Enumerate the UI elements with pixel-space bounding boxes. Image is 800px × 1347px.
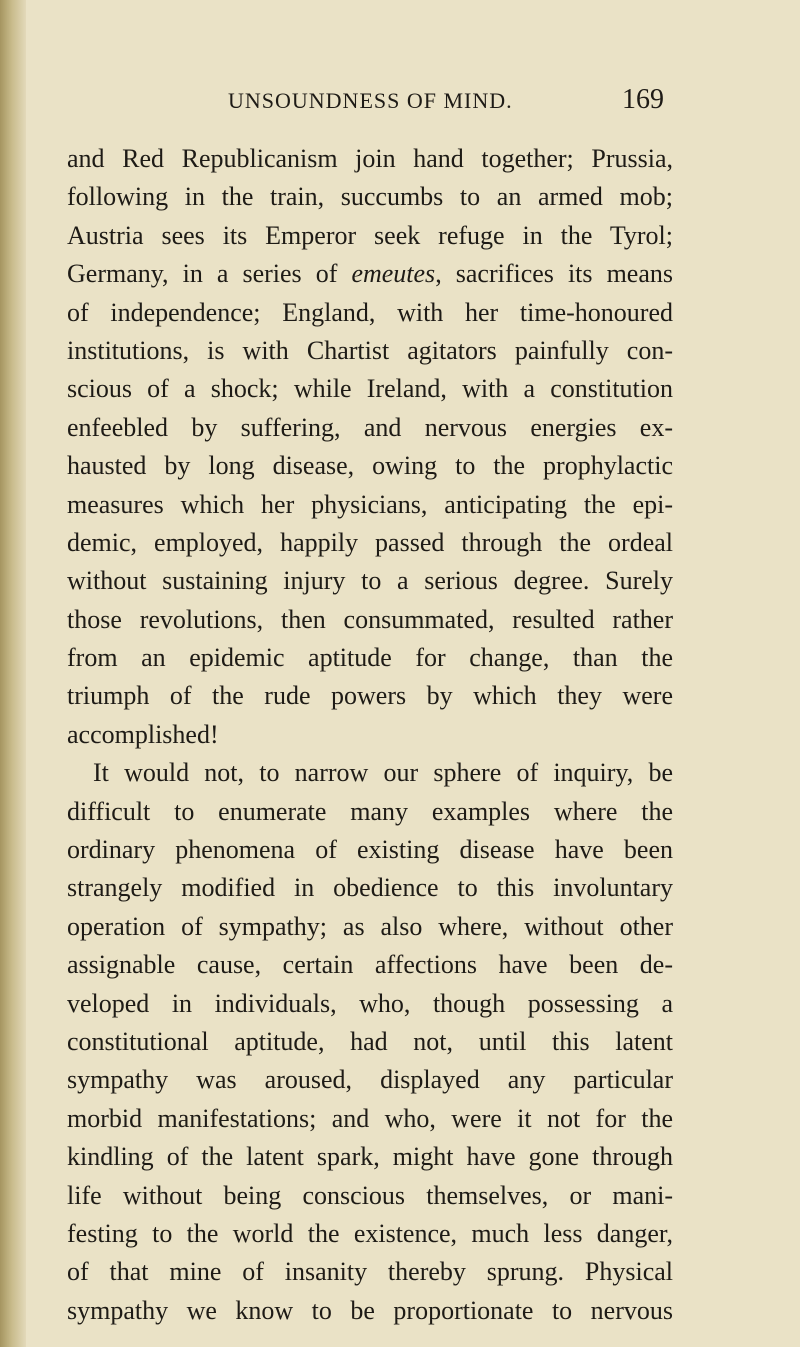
text-line: difficult to enumerate many examples where the: [67, 796, 673, 826]
text-line: those revolutions, then consummated, resulted rather: [67, 604, 673, 634]
text-line: kindling of the latent spark, might have gone through: [67, 1142, 673, 1172]
text-line: following in the train, succumbs to an armed mob;: [67, 182, 673, 212]
text-line: without sustaining injury to a serious degree. Surely: [67, 566, 673, 596]
text-line: sympathy was aroused, displayed any particular: [67, 1065, 673, 1095]
text-line: [67, 255, 673, 293]
text-line: assignable cause, certain affections have been de-: [67, 950, 673, 980]
running-head: UNSOUNDNESS OF MIND.: [228, 88, 513, 113]
text-line: veloped in individuals, who, though possessing a: [67, 988, 673, 1018]
text-line: ordinary phenomena of existing disease have been: [67, 835, 673, 865]
text-line: of independence; England, with her time-honoured: [67, 297, 673, 327]
text-line: measures which her physicians, anticipating the epi-: [67, 489, 673, 519]
text-segment: Germany, in a series of: [67, 259, 352, 289]
text-line: accomplished!: [67, 719, 219, 749]
italic-word: emeutes: [351, 259, 436, 289]
text-line: triumph of the rude powers by which they were: [67, 681, 673, 711]
text-line: enfeebled by suffering, and nervous energies ex-: [67, 412, 673, 442]
text-segment: , sacrifices its means: [435, 259, 673, 289]
text-line: life without being conscious themselves, or mani-: [67, 1180, 673, 1210]
text-line: operation of sympathy; as also where, without other: [67, 911, 673, 941]
text-line: morbid manifestations; and who, were it not for the: [67, 1103, 673, 1133]
text-line: constitutional aptitude, had not, until this latent: [67, 1026, 673, 1056]
text-line: from an epidemic aptitude for change, than the: [67, 643, 673, 673]
text-line: hausted by long disease, owing to the prophylactic: [67, 451, 673, 481]
body-text: [67, 140, 673, 1330]
text-line: and Red Republicanism join hand together; Prussia,: [67, 144, 673, 173]
text-line: strangely modified in obedience to this involuntary: [67, 873, 673, 903]
text-line: of that mine of insanity thereby sprung. Physical: [67, 1257, 673, 1287]
text-line: sympathy we know to be proportionate to nervous: [67, 1295, 673, 1325]
text-line: festing to the world the existence, much less danger,: [67, 1218, 673, 1248]
text-line: demic, employed, happily passed through the ordeal: [67, 527, 673, 557]
text-line: institutions, is with Chartist agitators painfully con-: [67, 335, 673, 365]
page-number: 169: [622, 84, 664, 115]
text-line: scious of a shock; while Ireland, with a constitution: [67, 374, 673, 404]
paragraph-first-line: It would not, to narrow our sphere of inquiry, be: [93, 758, 673, 788]
text-line: Austria sees its Emperor seek refuge in the Tyrol;: [67, 220, 673, 250]
